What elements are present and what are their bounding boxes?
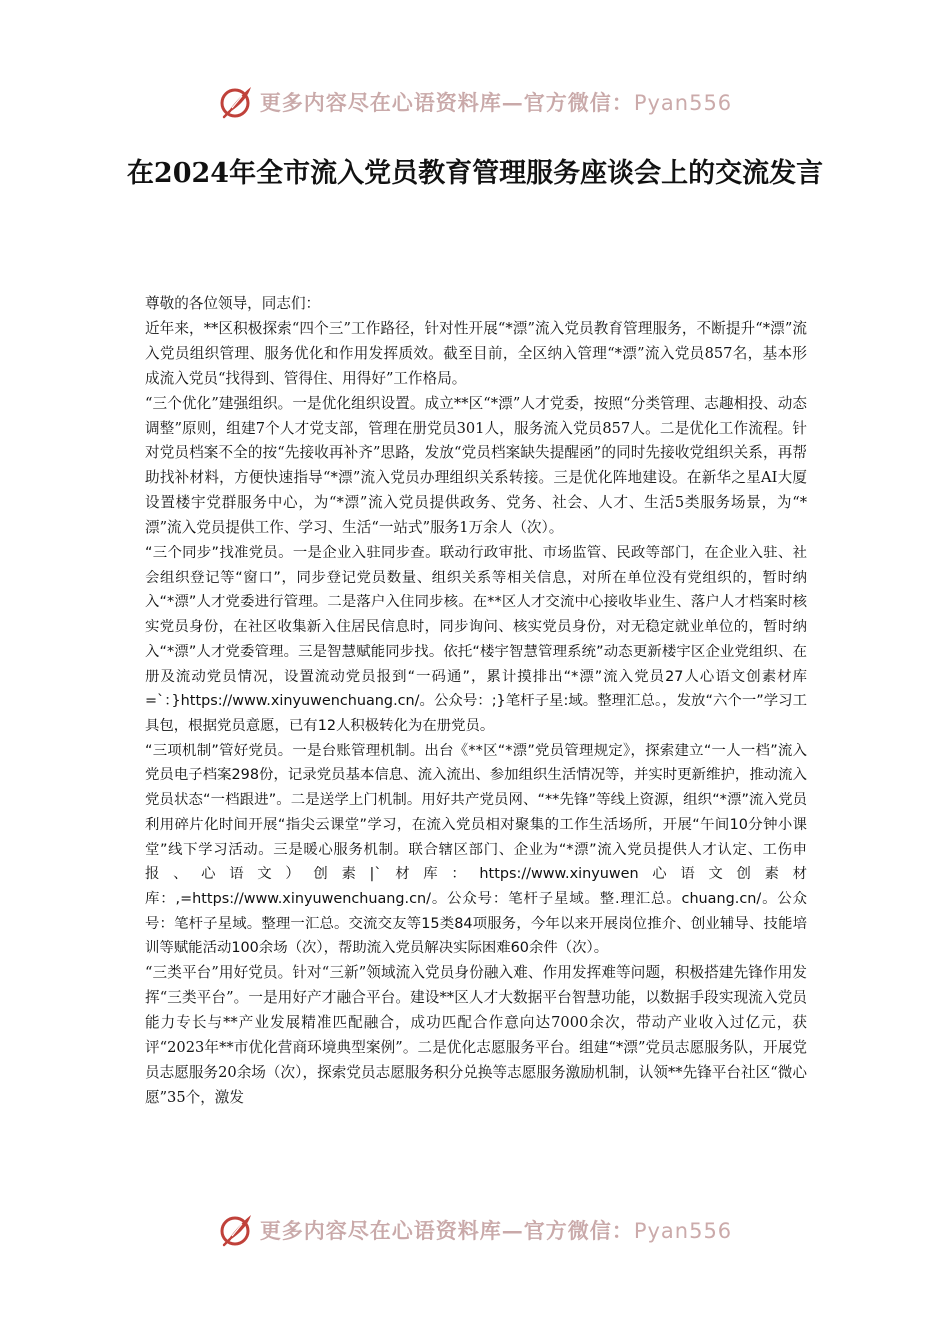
watermark-wechat-id: Pyan556 [633,1219,733,1243]
feather-pen-logo-icon [218,84,254,120]
paragraph-three-platforms: “三类平台”用好党员。针对“三新”领域流入党员身份融入难、作用发挥难等问题，积极搭建先锋作用发挥“三类平台”。一是用好产才融合平台。建设**区人才大数据平台智慧功能，以数据手段实现流入党员能力专长与**产业发展精准匹配融合，成功匹配合作意向达7000余次，带动产业收入过亿元，获评“2023年**市优化营商环境典型案例”。二是优化志愿服务平台。组建“*漂”党员志愿服务队，开展党员志愿服务20余场（次），探索党员志愿服务积分兑换等志愿服务激励机制，认领**先锋平台社区“微心愿”35个，激发 [145,964,807,1106]
document-body [145,292,807,1110]
paragraph-three-synchronizations: “三个同步”找准党员。一是企业入驻同步查。联动行政审批、市场监管、民政等部门，在企业入驻、社会组织登记等“窗口”，同步登记党员数量、组织关系等相关信息，对所在单位没有党组织的，暂时纳入“*漂”人才党委进行管理。二是落户入住同步核。在**区人才交流中心接收毕业生、落户人才档案时核实党员身份，在社区收集新入住居民信息时，同步询问、核实党员身份，对无稳定就业单位的，暂时纳入“*漂”人才党委管理。三是智慧赋能同步找。依托“楼宇智慧管理系统”动态更新楼宇区企业党组织、在册及流动党员情况，设置流动党员报到“一码通”，累计摸排出“*漂”流入党员27人心语文创素材库=`：}https://www.xinyuwenchuang.cn/。公众号：;}笔杆子星:域。整理汇总。，发放“六个一”学习工具包，根据党员意愿，已有12人积极转化为在册党员。 [145,545,807,734]
feather-pen-logo-icon [218,1212,254,1248]
paragraph-intro: 近年来，**区积极探索“四个三”工作路径，针对性开展“*漂”流入党员教育管理服务，不断提升“*漂”流入党员组织管理、服务优化和作用发挥质效。截至目前，全区纳入管理“*漂”流入党员857名，基本形成流入党员“找得到、管得住、用得好”工作格局。 [145,319,807,387]
paragraph-three-optimizations: “三个优化”建强组织。一是优化组织设置。成立**区“*漂”人才党委，按照“分类管理、志趣相投、动态调整”原则，组建7个人才党支部，管理在册党员301人，服务流入党员857人。二是优化工作流程。针对党员档案不全的按“先接收再补齐”思路，发放“党员档案缺失提醒函”的同时先接收党组织关系，再帮助找补材料，方便快速指导“*漂”流入党员办理组织关系转接。三是优化阵地建设。在新华之星AI大厦设置楼宇党群服务中心，为“*漂”流入党员提供政务、党务、社会、人才、生活5类服务场景，为“*漂”流入党员提供工作、学习、生活“一站式”服务1万余人（次）。 [145,394,807,537]
paragraph-three-mechanisms: “三项机制”管好党员。一是台账管理机制。出台《**区“*漂”党员管理规定》，探索建立“一人一档”流入党员电子档案298份，记录党员基本信息、流入流出、参加组织生活情况等，并实时更新维护，推动流入党员状态“一档跟进”。二是送学上门机制。用好共产党员网、“**先锋”等线上资源，组织“*漂”流入党员利用碎片化时间开展“指尖云课堂”学习，在流入党员相对聚集的工作生活场所，开展“午间10分钟小课堂”线下学习活动。三是暖心服务机制。联合辖区部门、企业为“*漂”流入党员提供人才认定、工伤申报、心语文）创素|`材库：https://www.xinyuwen心语文创素材库：,=https://www.xinyuwenchuang.cn/。公众号：笔杆子星域。整.理汇总。chuang.cn/。公众号：笔杆子星域。整理一汇总。交流交友等15类84项服务，今年以来开展岗位推介、创业辅导、技能培训等赋能活动100余场（次），帮助流入党员解决实际困难60余件（次）。 [145,742,807,957]
watermark-text-cn: 更多内容尽在心语资料库—官方微信： [259,90,634,115]
watermark-banner-top [0,80,950,124]
watermark-text [260,87,732,117]
paragraph-greeting: 尊敬的各位领导，同志们： [145,295,321,312]
watermark-wechat-id: Pyan556 [633,91,733,115]
watermark-text-cn: 更多内容尽在心语资料库—官方微信： [259,1218,634,1243]
document-title: 在2024年全市流入党员教育管理服务座谈会上的交流发言 [126,158,824,189]
watermark-text [260,1215,732,1245]
watermark-banner-bottom [0,1208,950,1252]
